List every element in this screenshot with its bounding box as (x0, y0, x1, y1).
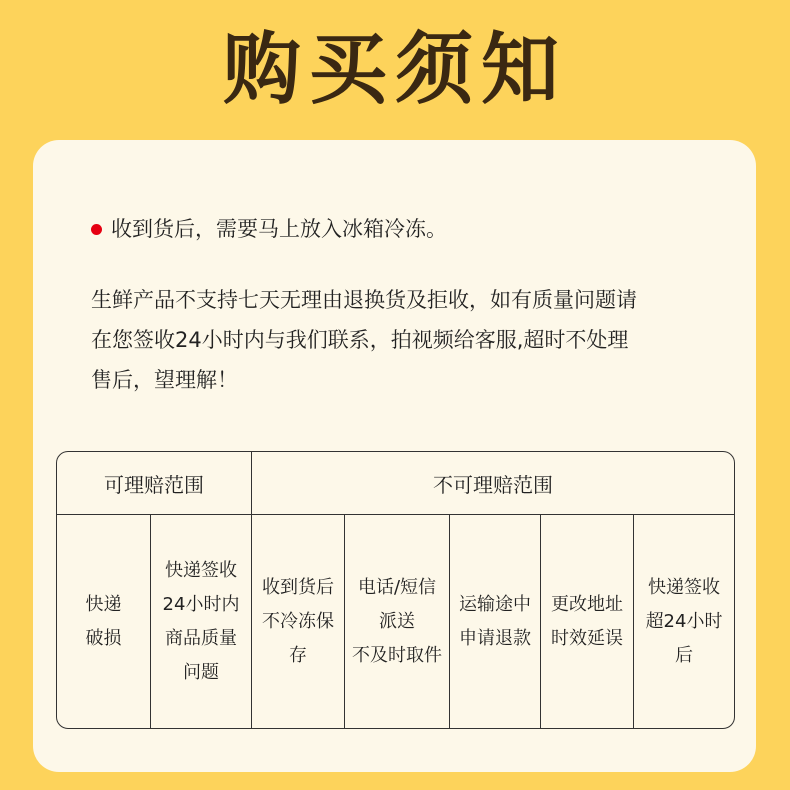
noclaim-cell-refund-in-transit (450, 515, 541, 728)
notice-card (33, 140, 756, 772)
cell-line: 更改地址 (551, 593, 623, 615)
fridge-note-text: 收到货后，需要马上放入冰箱冷冻。 (111, 217, 447, 241)
cell-line: 问题 (183, 661, 219, 683)
claim-cell-quality-issue (151, 515, 252, 728)
page-title: 购买须知 (222, 25, 567, 115)
red-bullet-icon (91, 224, 102, 235)
policy-line: 生鲜产品不支持七天无理由退换货及拒收，如有质量问题请 (91, 288, 637, 312)
policy-line: 售后，望理解！ (91, 368, 238, 392)
policy-line: 在您签收24小时内与我们联系，拍视频给客服,超时不处理 (91, 328, 629, 352)
noclaim-cell-address-change (541, 515, 634, 728)
cell-line: 派送 (379, 610, 415, 632)
cell-line: 快递签收 (648, 576, 721, 598)
not-claimable-header: 不可理赔范围 (252, 452, 734, 515)
cell-line: 运输途中 (459, 593, 531, 615)
cell-line: 不冷冻保 (262, 610, 334, 632)
cell-line: 破损 (85, 627, 122, 649)
cell-line: 商品质量 (165, 627, 237, 649)
cell-line: 超24小时 (645, 610, 723, 632)
cell-line: 快递 (85, 593, 122, 615)
cell-line: 时效延误 (551, 627, 623, 649)
claim-scope-table (56, 451, 735, 729)
return-policy-paragraph (91, 280, 711, 400)
claim-cell-express-damage (57, 515, 151, 728)
cell-line: 申请退款 (459, 627, 531, 649)
noclaim-cell-not-frozen (252, 515, 345, 728)
cell-line: 收到货后 (262, 576, 334, 598)
claimable-header: 可理赔范围 (57, 452, 252, 515)
cell-line: 不及时取件 (352, 644, 442, 666)
noclaim-cell-over-24h (634, 515, 734, 728)
cell-line: 24小时内 (162, 593, 240, 615)
noclaim-cell-late-pickup (345, 515, 450, 728)
cell-line: 快递签收 (165, 559, 237, 581)
cell-line: 电话/短信 (357, 576, 437, 598)
cell-line: 存 (289, 644, 307, 666)
cell-line: 后 (675, 644, 694, 666)
fridge-note (91, 214, 447, 244)
